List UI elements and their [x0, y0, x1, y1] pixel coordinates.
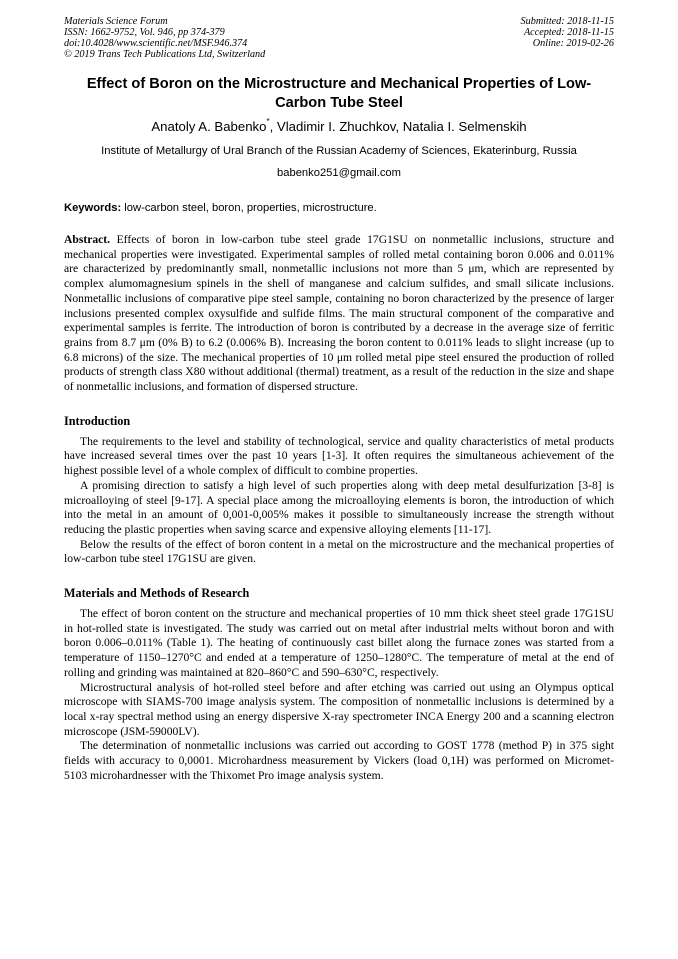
- abstract: [64, 233, 614, 395]
- intro-paragraph: The requirements to the level and stability of technological, service and quality characteristics of metal products have increased several times over the past 10 years [1-3]. It often requires the simultaneous achievement of the highest possible level of a whole complex of difficult to combine properties.: [64, 434, 614, 478]
- accepted-date: Accepted: 2018-11-15: [523, 27, 614, 38]
- submitted-date: Submitted: 2018-11-15: [520, 16, 614, 27]
- keywords-text: low-carbon steel, boron, properties, microstructure.: [121, 202, 377, 214]
- journal-header: [64, 16, 614, 60]
- issn-line: ISSN: 1662-9752, Vol. 946, pp 374-379: [64, 27, 225, 38]
- copyright-line: © 2019 Trans Tech Publications Ltd, Switzerland: [64, 49, 266, 60]
- section-heading-methods: Materials and Methods of Research: [64, 586, 250, 601]
- abstract-text: Effects of boron in low-carbon tube steel grade 17G1SU on nonmetallic inclusions, structure and mechanical properties were investigated. Experimental samples of rolled metal containing boron 0.006 and 0.011% are characterized by predominantly small, nonmetallic inclusions not more than 5 μm, which are represented by complex alumomagnesium spinels in the shell of manganese and calcium sulfides, and small silicate inclusions. Nonmetallic inclusions of comparative pipe steel sample, containing no boron characterized by the presence of larger inclusions presented complex oxysulfide and sulfide films. The main structural component of the comparative and experimental samples is ferrite. The introduction of boron is contributed by a decrease in the average size of ferritic grains from 8.7 μm (0% B) to 6.2 (0.006% B). Increasing the boron content to 0.011% leads to slight increase (up to 6.8 microns) of the size. The mechanical properties of 10 μm rolled metal pipe steel ensured the production of rolled products of strength class X80 without additional (thermal) treatment, as a result of the reduction in the size and shape of nonmetallic inclusions, and formation of dispersed structure.: [64, 233, 614, 394]
- methods-paragraph: Microstructural analysis of hot-rolled steel before and after etching was carried out using an Olympus optical microscope with SIAMS-700 image analysis system. The composition of nonmetallic inclusions is determined by a local x-ray spectral method using an energy dispersive X-ray spectrometer INCA Energy 200 and a scanning electron microscope (JSM-59000LV).: [64, 680, 614, 738]
- keywords-label: Keywords:: [64, 202, 122, 214]
- online-date: Online: 2019-02-26: [532, 38, 614, 49]
- intro-paragraph: Below the results of the effect of boron content in a metal on the microstructure and the mechanical properties of low-carbon tube steel 17G1SU are given.: [64, 537, 614, 566]
- paper-title: Effect of Boron on the Microstructure and Mechanical Properties of Low-Carbon Tube Steel: [86, 76, 592, 111]
- author-first: Anatoly A. Babenko: [151, 119, 267, 134]
- methods-paragraph: The effect of boron content on the structure and mechanical properties of 10 mm thick sheet steel grade 17G1SU in hot-rolled state is investigated. The study was carried out on metal after industrial melts without boron and with boron 0.006–0.011% (Table 1). The heating of continuously cast billet along the furnace zones was started from a temperature of 1150–1270°C and ended at a temperature of 1250–1280°C. The temperature of metal at the end of rolling and grinding was maintained at 820–860°C and 590–630°C, respectively.: [64, 607, 614, 679]
- author-rest: , Vladimir I. Zhuchkov, Natalia I. Selmenskih: [269, 119, 527, 134]
- intro-paragraph: A promising direction to satisfy a high level of such properties along with deep metal desulfurization [3-8] is microalloying of steel [9-17]. A special place among the microalloying elements is boron, the introduction of which into the metal in an amount of 0,001-0,005% makes it possible to simultaneously increase the strength without reducing the plastic properties when saving scarce and expensive alloying elements [11-17].: [64, 478, 614, 536]
- dates-info: [521, 16, 614, 60]
- keywords: [64, 201, 614, 215]
- author-email: babenko251@gmail.com: [277, 167, 401, 179]
- affiliation: Institute of Metallurgy of Ural Branch of the Russian Academy of Sciences, Ekaterinburg, Russia: [101, 145, 577, 157]
- corresponding-mark: *: [266, 117, 270, 126]
- section-heading-introduction: Introduction: [64, 413, 131, 428]
- methods-paragraph: The determination of nonmetallic inclusions was carried out according to GOST 1778 (method P) in 375 sight fields with accuracy to 0,0001. Microhardness measurement by Vickers (load 0,1H) was performed on Micromet-5103 microhardnesser with the Thixomet Pro image analysis system.: [64, 739, 614, 782]
- journal-info: [64, 16, 265, 60]
- author-list: [64, 118, 614, 136]
- journal-name: Materials Science Forum: [64, 16, 168, 27]
- abstract-label: Abstract.: [64, 233, 111, 246]
- doi-line: doi:10.4028/www.scientific.net/MSF.946.374: [64, 38, 248, 49]
